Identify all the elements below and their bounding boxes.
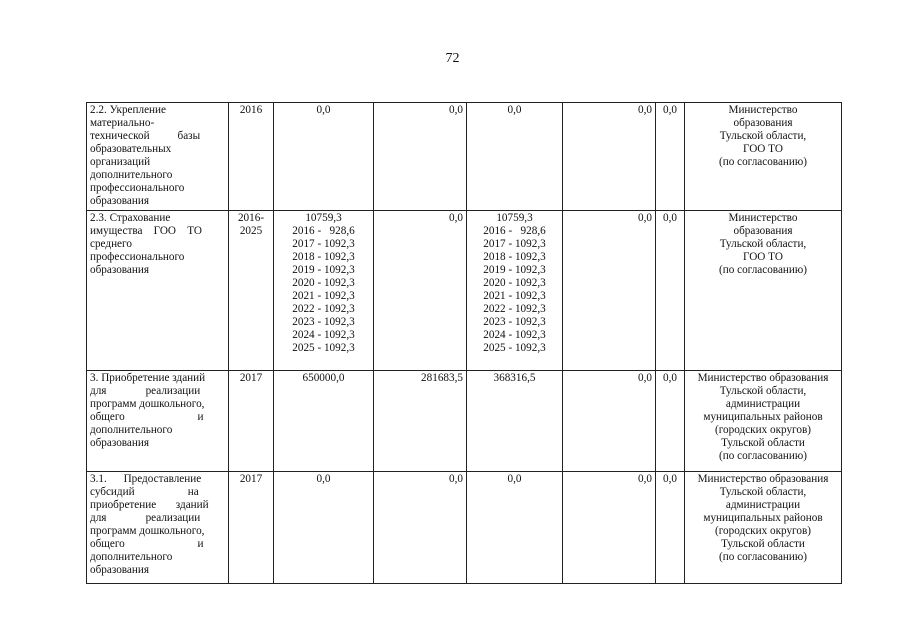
cell-line: 2016 - 928,6 bbox=[483, 225, 546, 237]
activity-name-cell bbox=[87, 103, 229, 211]
cell-line: 3. Приобретение зданий bbox=[90, 372, 206, 384]
cell-line: образования bbox=[90, 195, 150, 207]
cell-line: образования bbox=[90, 264, 150, 276]
cell-line: для реализации bbox=[90, 512, 201, 524]
cell-line: 0,0 bbox=[507, 473, 522, 485]
cell-line: (по согласованию) bbox=[719, 551, 807, 563]
executor-cell bbox=[685, 472, 842, 584]
cell-line: организаций bbox=[90, 156, 151, 168]
cell-line: для реализации bbox=[90, 385, 201, 397]
federal-budget-cell: 0,0 bbox=[374, 211, 467, 371]
cell-line: 2021 - 1092,3 bbox=[292, 290, 355, 302]
cell-line: образования bbox=[90, 564, 150, 576]
year-cell bbox=[229, 472, 274, 584]
cell-line: 2025 - 1092,3 bbox=[483, 342, 546, 354]
cell-line: (по согласованию) bbox=[719, 264, 807, 276]
cell-line: 2016 - 928,6 bbox=[292, 225, 355, 237]
cell-line: 2017 - 1092,3 bbox=[483, 238, 546, 250]
cell-line: 2017 - 1092,3 bbox=[292, 238, 355, 250]
cell-line: Тульской области, bbox=[719, 385, 807, 397]
cell-line: Министерство bbox=[728, 104, 798, 116]
cell-line: образования bbox=[90, 437, 150, 449]
cell-line: Тульской области bbox=[721, 538, 805, 550]
cell-line: Тульской области, bbox=[719, 486, 807, 498]
cell-line: материально- bbox=[90, 117, 155, 129]
other-sources-cell: 0,0 bbox=[656, 211, 685, 371]
cell-line: 2022 - 1092,3 bbox=[483, 303, 546, 315]
cell-line: Министерство образования bbox=[697, 473, 829, 485]
cell-line: дополнительного bbox=[90, 551, 173, 563]
cell-line: (городских округов) bbox=[715, 525, 811, 537]
cell-line: 0,0 bbox=[316, 473, 331, 485]
cell-line: 2025 - 1092,3 bbox=[292, 342, 355, 354]
cell-line: 2021 - 1092,3 bbox=[483, 290, 546, 302]
cell-line: 2022 - 1092,3 bbox=[292, 303, 355, 315]
cell-line: 2023 - 1092,3 bbox=[292, 316, 355, 328]
cell-line: 2.3. Страхование bbox=[90, 212, 171, 224]
total-funding-cell bbox=[274, 211, 374, 371]
table-row bbox=[87, 211, 842, 371]
cell-line: Министерство bbox=[728, 212, 798, 224]
cell-line: 2020 - 1092,3 bbox=[483, 277, 546, 289]
cell-line: 2017 bbox=[239, 473, 263, 485]
cell-line: 2016- bbox=[237, 212, 265, 224]
total-funding-cell bbox=[274, 371, 374, 472]
cell-line: технической базы bbox=[90, 130, 201, 142]
cell-line: ГОО ТО bbox=[743, 251, 783, 263]
federal-budget-cell: 0,0 bbox=[374, 472, 467, 584]
cell-line: общего и bbox=[90, 411, 204, 423]
cell-line: 368316,5 bbox=[493, 372, 536, 384]
local-budget-cell: 0,0 bbox=[563, 211, 656, 371]
cell-line: субсидий на bbox=[90, 486, 199, 498]
cell-line: 2018 - 1092,3 bbox=[292, 251, 355, 263]
other-sources-cell: 0,0 bbox=[656, 472, 685, 584]
cell-line: 10759,3 bbox=[496, 212, 533, 224]
federal-budget-cell: 0,0 bbox=[374, 103, 467, 211]
cell-line: общего и bbox=[90, 538, 204, 550]
regional-budget-cell bbox=[467, 371, 563, 472]
cell-line: (городских округов) bbox=[715, 424, 811, 436]
cell-line: ГОО ТО bbox=[743, 143, 783, 155]
cell-line: 2016 bbox=[239, 104, 263, 116]
local-budget-cell: 0,0 bbox=[563, 472, 656, 584]
cell-line: 2025 bbox=[239, 225, 263, 237]
cell-line: приобретение зданий bbox=[90, 499, 209, 511]
cell-line: программ дошкольного, bbox=[90, 398, 205, 410]
cell-line: 0,0 bbox=[316, 104, 331, 116]
total-funding-cell bbox=[274, 472, 374, 584]
cell-line: муниципальных районов bbox=[703, 512, 823, 524]
total-funding-cell bbox=[274, 103, 374, 211]
table-row bbox=[87, 371, 842, 472]
activity-name-cell bbox=[87, 211, 229, 371]
cell-line: Тульской области, bbox=[719, 130, 807, 142]
other-sources-cell: 0,0 bbox=[656, 103, 685, 211]
cell-line: 2018 - 1092,3 bbox=[483, 251, 546, 263]
cell-line: образования bbox=[733, 225, 793, 237]
regional-budget-cell bbox=[467, 472, 563, 584]
year-cell bbox=[229, 103, 274, 211]
regional-budget-cell bbox=[467, 211, 563, 371]
page-number: 72 bbox=[445, 51, 460, 66]
cell-line: дополнительного bbox=[90, 424, 173, 436]
other-sources-cell: 0,0 bbox=[656, 371, 685, 472]
cell-line: 10759,3 bbox=[305, 212, 342, 224]
cell-line: 2017 bbox=[239, 372, 263, 384]
year-cell bbox=[229, 211, 274, 371]
cell-line: 2.2. Укрепление bbox=[90, 104, 166, 116]
table-body bbox=[87, 103, 842, 584]
cell-line: 2024 - 1092,3 bbox=[483, 329, 546, 341]
cell-line: администрации bbox=[725, 398, 801, 410]
executor-cell bbox=[685, 211, 842, 371]
cell-line: образования bbox=[733, 117, 793, 129]
cell-line: программ дошкольного, bbox=[90, 525, 205, 537]
cell-line: 3.1. Предоставление bbox=[90, 473, 202, 485]
cell-line: муниципальных районов bbox=[703, 411, 823, 423]
cell-line: 650000,0 bbox=[302, 372, 345, 384]
cell-line: 2024 - 1092,3 bbox=[292, 329, 355, 341]
cell-line: образовательных bbox=[90, 143, 172, 155]
executor-cell bbox=[685, 371, 842, 472]
table-row bbox=[87, 103, 842, 211]
cell-line: (по согласованию) bbox=[719, 450, 807, 462]
cell-line: (по согласованию) bbox=[719, 156, 807, 168]
cell-line: профессионального bbox=[90, 251, 185, 263]
cell-line: 2019 - 1092,3 bbox=[292, 264, 355, 276]
cell-line: Тульской области, bbox=[719, 238, 807, 250]
federal-budget-cell: 281683,5 bbox=[374, 371, 467, 472]
program-activities-table bbox=[86, 102, 842, 584]
regional-budget-cell bbox=[467, 103, 563, 211]
table-row bbox=[87, 472, 842, 584]
cell-line: 2023 - 1092,3 bbox=[483, 316, 546, 328]
cell-line: имущества ГОО ТО bbox=[90, 225, 202, 237]
cell-line: 2019 - 1092,3 bbox=[483, 264, 546, 276]
cell-line: профессионального bbox=[90, 182, 185, 194]
activity-name-cell bbox=[87, 472, 229, 584]
cell-line: среднего bbox=[90, 238, 132, 250]
cell-line: администрации bbox=[725, 499, 801, 511]
cell-line: 0,0 bbox=[507, 104, 522, 116]
executor-cell bbox=[685, 103, 842, 211]
cell-line: Министерство образования bbox=[697, 372, 829, 384]
local-budget-cell: 0,0 bbox=[563, 103, 656, 211]
activity-name-cell bbox=[87, 371, 229, 472]
cell-line: дополнительного bbox=[90, 169, 173, 181]
cell-line: Тульской области bbox=[721, 437, 805, 449]
cell-line: 2020 - 1092,3 bbox=[292, 277, 355, 289]
year-cell bbox=[229, 371, 274, 472]
local-budget-cell: 0,0 bbox=[563, 371, 656, 472]
